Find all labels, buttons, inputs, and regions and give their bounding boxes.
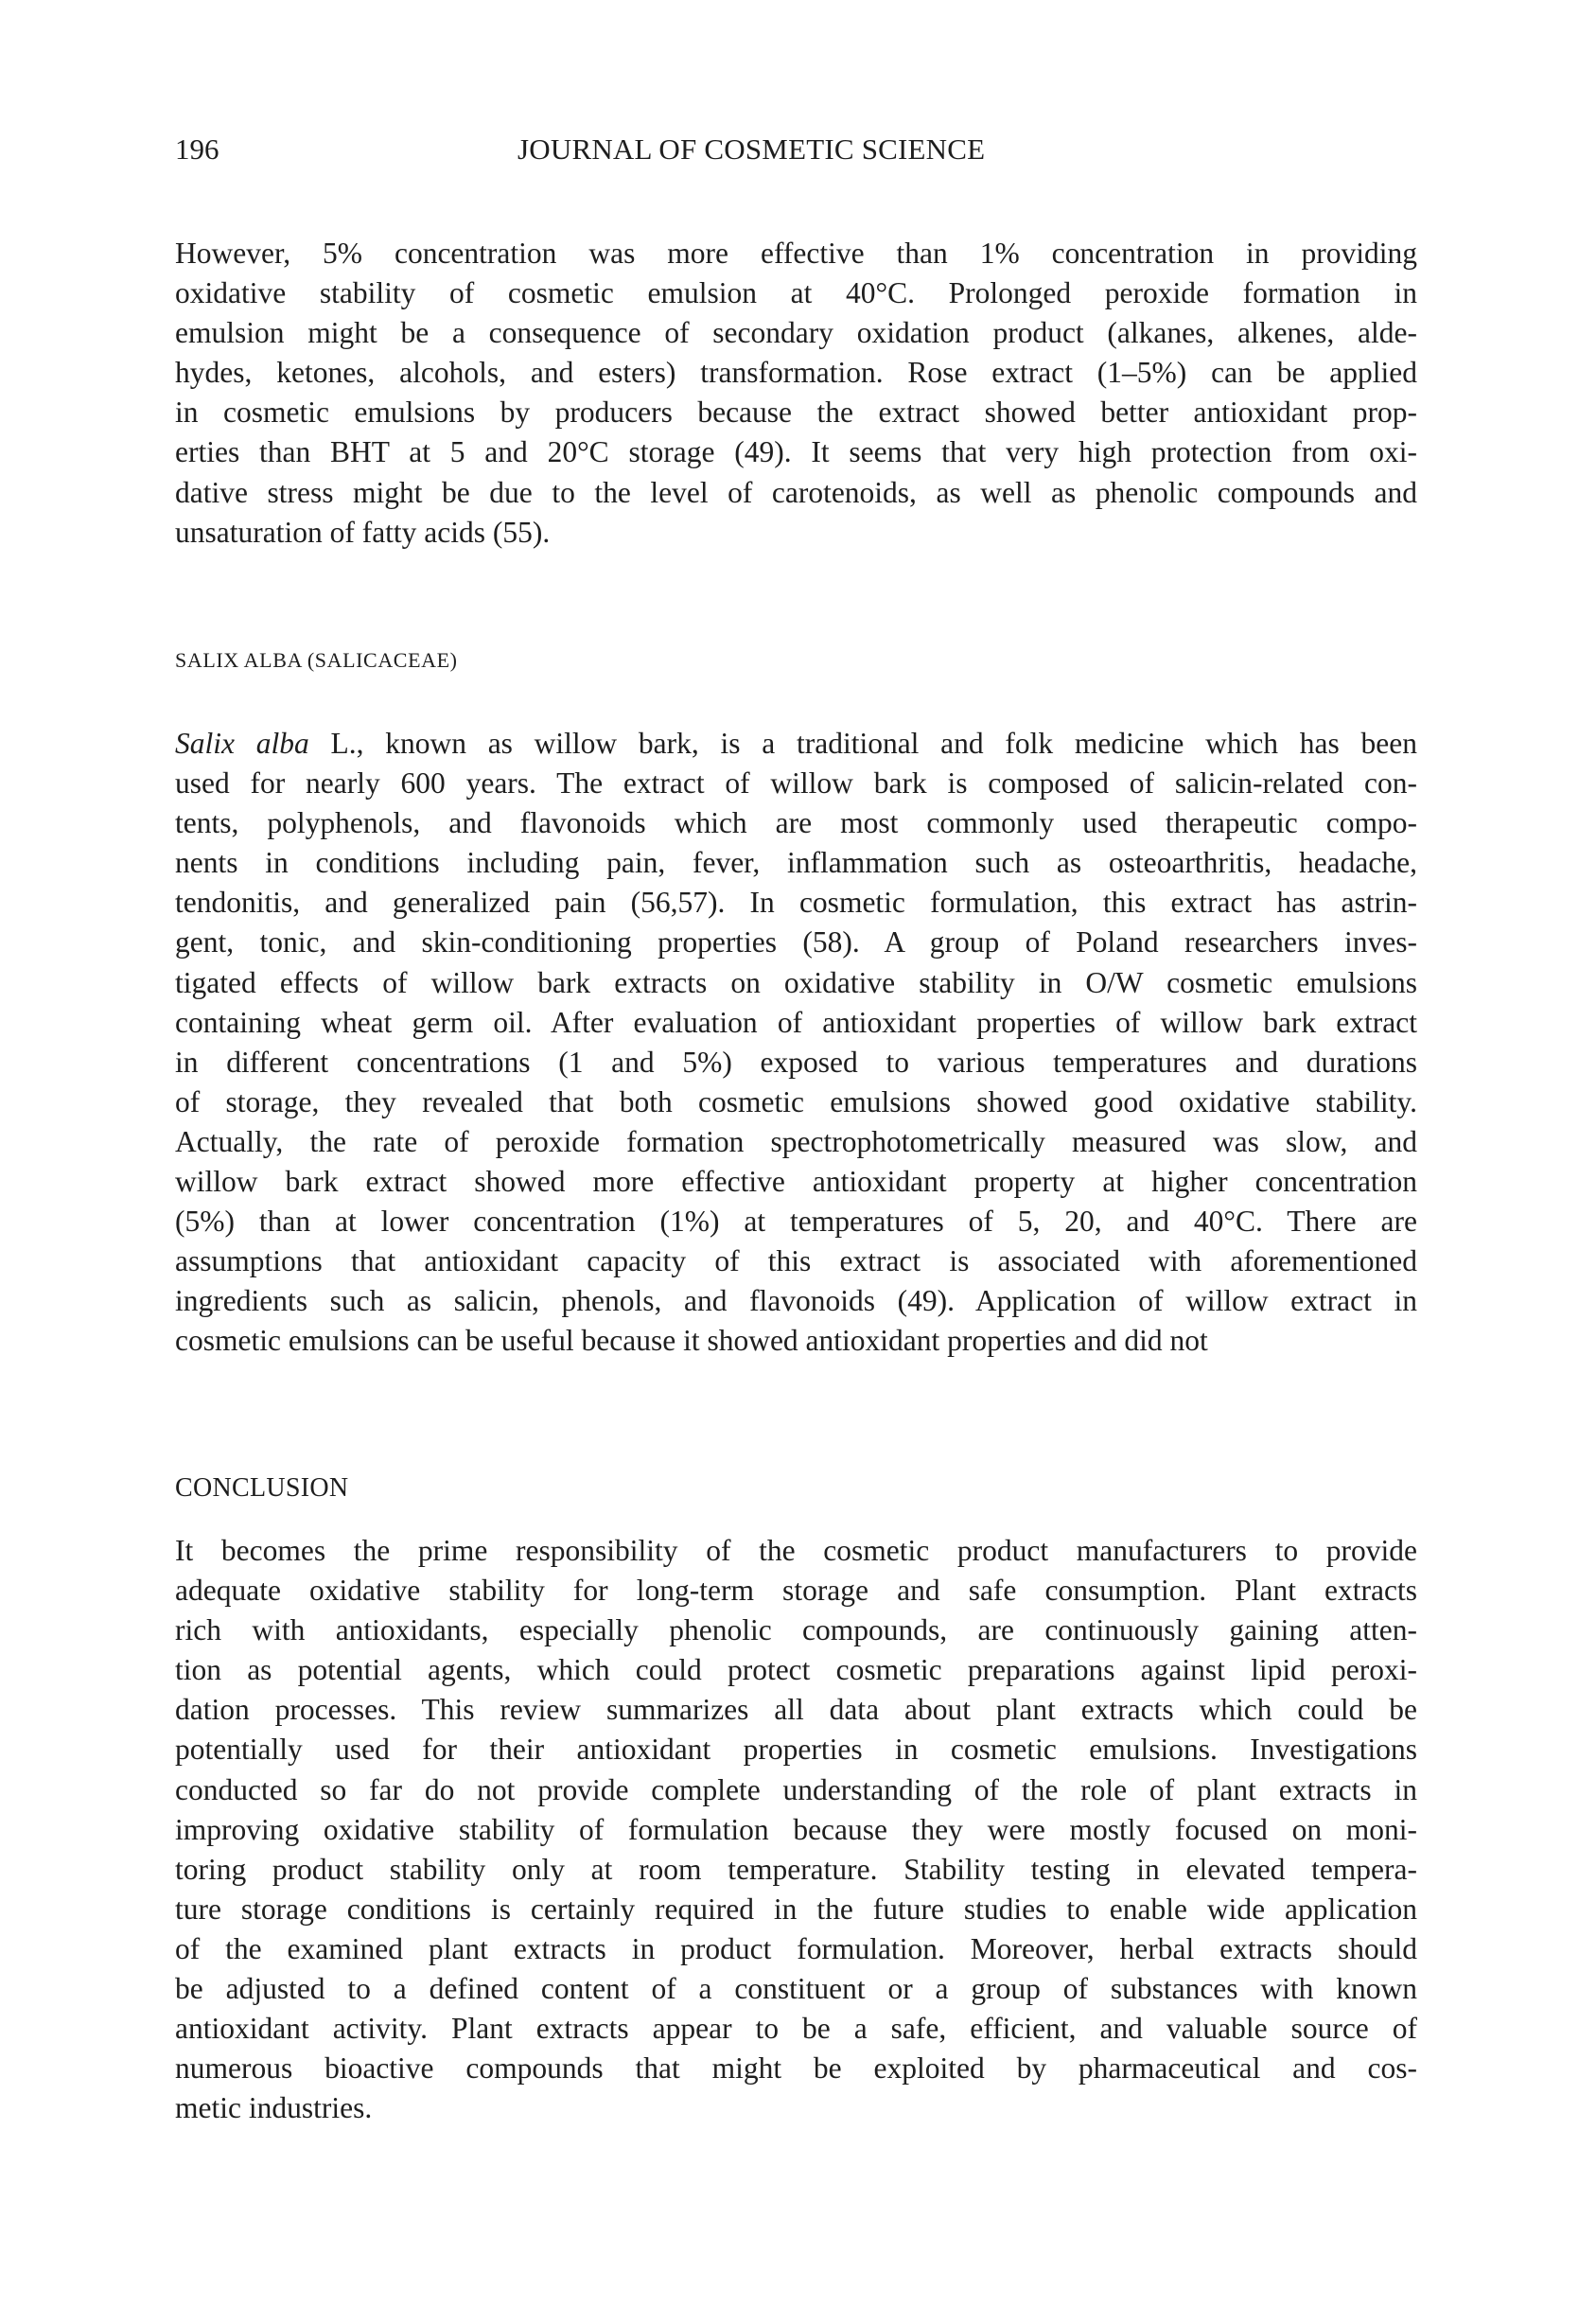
paragraph-line: (5%) than at lower concentration (1%) at temperatures of 5, 20, and 40°C. There are [175, 1205, 1417, 1239]
paragraph-line: be adjusted to a defined content of a constituent or a group of substances with known [175, 1972, 1417, 2006]
paragraph-line: of the examined plant extracts in product formulation. Moreover, herbal extracts should [175, 1931, 1417, 1965]
paragraph-line: numerous bioactive compounds that might be exploited by pharmaceutical and cos- [175, 2051, 1417, 2086]
paragraph-line: dation processes. This review summarizes all data about plant extracts which could be [175, 1693, 1417, 1727]
paragraph-line: antioxidant activity. Plant extracts appear to be a safe, efficient, and valuable source of [175, 2012, 1417, 2046]
conclusion-paragraph [175, 1531, 1417, 2128]
paragraph-line: oxidative stability of cosmetic emulsion at 40°C. Prolonged peroxide formation in [175, 276, 1417, 310]
paragraph-line: of storage, they revealed that both cosmetic emulsions showed good oxidative stability. [175, 1084, 1417, 1118]
paragraph-line: tigated effects of willow bark extracts on oxidative stability in O/W cosmetic emulsions [175, 965, 1417, 999]
salix-alba-paragraph [175, 724, 1417, 1362]
paragraph-line: emulsion might be a consequence of secondary oxidation product (alkanes, alkenes, alde- [175, 316, 1417, 350]
paragraph-line: metic industries. [175, 2091, 373, 2125]
paragraph-line: in cosmetic emulsions by producers because the extract showed better antioxidant prop- [175, 396, 1417, 430]
paragraph-line: nents in conditions including pain, fever, inflammation such as osteoarthritis, headache, [175, 846, 1417, 880]
paragraph-line: adequate oxidative stability for long-term storage and safe consumption. Plant extracts [175, 1574, 1417, 1608]
paragraph-line: ture storage conditions is certainly required in the future studies to enable wide application [175, 1892, 1417, 1926]
paragraph-line: potentially used for their antioxidant properties in cosmetic emulsions. Investigations [175, 1733, 1417, 1767]
paragraph-line: assumptions that antioxidant capacity of this extract is associated with aforementioned [175, 1244, 1417, 1278]
paragraph-line: conducted so far do not provide complete understanding of the role of plant extracts in [175, 1772, 1417, 1806]
paragraph-line [175, 724, 1417, 764]
paragraph-line: gent, tonic, and skin-conditioning properties (58). A group of Poland researchers inves- [175, 925, 1417, 959]
paragraph-line: cosmetic emulsions can be useful because it showed antioxidant properties and did not [175, 1324, 1208, 1358]
paragraph-line: hydes, ketones, alcohols, and esters) transformation. Rose extract (1–5%) can be applied [175, 356, 1417, 390]
paragraph-line: ingredients such as salicin, phenols, and flavonoids (49). Application of willow extract in [175, 1284, 1417, 1318]
species-name: Salix alba [175, 727, 309, 760]
paragraph-line-text: L., known as willow bark, is a traditional and folk medicine which has been [308, 727, 1417, 760]
paragraph-line: rich with antioxidants, especially phenolic compounds, are continuously gaining atten- [175, 1613, 1417, 1647]
paragraph-line: containing wheat germ oil. After evaluation of antioxidant properties of willow bark extract [175, 1005, 1417, 1039]
running-header [175, 131, 1422, 168]
page-number: 196 [175, 132, 219, 166]
intro-paragraph [175, 234, 1417, 553]
paragraph-line: However, 5% concentration was more effective than 1% concentration in providing [175, 237, 1417, 270]
paragraph-line: willow bark extract showed more effective antioxidant property at higher concentration [175, 1165, 1417, 1199]
paragraph-line: tendonitis, and generalized pain (56,57). In cosmetic formulation, this extract has astrin- [175, 886, 1417, 920]
paragraph-line: tion as potential agents, which could protect cosmetic preparations against lipid peroxi- [175, 1653, 1417, 1687]
paragraph-line: used for nearly 600 years. The extract of willow bark is composed of salicin-related con- [175, 766, 1417, 801]
paragraph-line: dative stress might be due to the level of carotenoids, as well as phenolic compounds and [175, 475, 1417, 509]
section-subheading-salix-alba: SALIX ALBA (SALICACEAE) [175, 648, 458, 672]
paragraph-line: It becomes the prime responsibility of the cosmetic product manufacturers to provide [175, 1534, 1417, 1567]
paragraph-line: unsaturation of fatty acids (55). [175, 515, 551, 549]
section-heading-conclusion: CONCLUSION [175, 1473, 349, 1503]
paragraph-line: tents, polyphenols, and flavonoids which are most commonly used therapeutic compo- [175, 806, 1417, 840]
paragraph-line: improving oxidative stability of formulation because they were mostly focused on moni- [175, 1812, 1417, 1846]
paragraph-line: in different concentrations (1 and 5%) exposed to various temperatures and durations [175, 1045, 1417, 1079]
paragraph-line: erties than BHT at 5 and 20°C storage (49). It seems that very high protection from oxi- [175, 435, 1417, 469]
paragraph-line: toring product stability only at room temperature. Stability testing in elevated tempera- [175, 1852, 1417, 1886]
paragraph-line: Actually, the rate of peroxide formation spectrophotometrically measured was slow, and [175, 1124, 1417, 1158]
journal-title: JOURNAL OF COSMETIC SCIENCE [517, 132, 986, 166]
